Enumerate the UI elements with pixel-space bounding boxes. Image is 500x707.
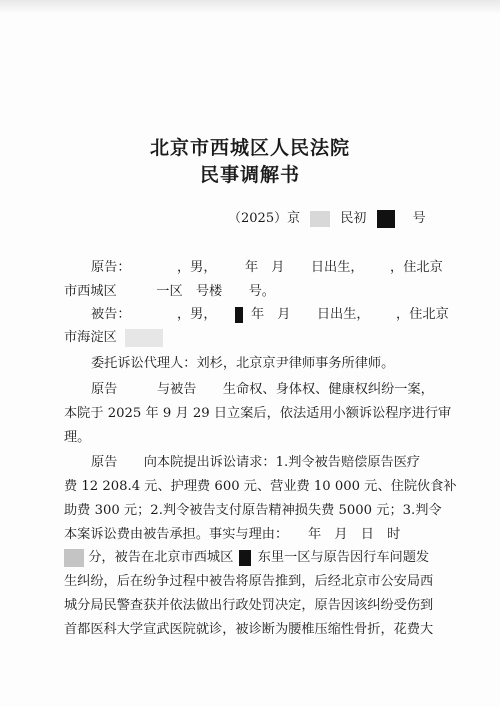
para2-line-5a: 分，被告在北京市西城区 (88, 550, 234, 565)
case-number-suffix: 号 (412, 211, 426, 226)
scan-shadow (0, 0, 500, 14)
redaction-block (235, 307, 243, 323)
para1-line-2: 本院于 2025 年 9 月 29 日立案后，依法适用小额诉讼程序进行审 (64, 406, 452, 421)
plaintiff-address-prefix: ，住北京 (390, 260, 443, 275)
redaction-block (239, 550, 251, 566)
agent-line: 委托诉讼代理人：刘杉，北京京尹律师事务所律师。 (91, 356, 395, 371)
defendant-label: 被告： (91, 307, 131, 322)
para2-line-1: 原告 向本院提出诉讼请求：1.判令被告赔偿原告医疗 (91, 455, 421, 470)
defendant-line-2 (64, 326, 163, 347)
defendant-address-line-2: 市海淀区 (64, 330, 117, 345)
redaction-block (64, 549, 84, 567)
para2-line-5b: 东里一区与原告因行车问题发 (257, 550, 430, 565)
para2-line-3: 助费 300 元；2.判令被告支付原告精神损失费 5000 元；3.判令 (64, 503, 442, 518)
redaction-block (125, 329, 163, 347)
court-name: 北京市西城区人民法院 (149, 137, 350, 159)
para2-line-6: 生纠纷，后在纷争过程中被告将原告推到，后经北京市公安局西 (64, 574, 434, 589)
plaintiff-gender: ，男， (176, 260, 217, 275)
para2-line-2: 费 12 208.4 元、护理费 600 元、营业费 10 000 元、住院伙食补 (64, 479, 457, 494)
defendant-line-1 (91, 303, 449, 323)
plaintiff-label: 原告： (91, 260, 131, 275)
defendant-address-prefix: ，住北京 (396, 307, 449, 322)
case-number (228, 207, 426, 228)
defendant-birth: 年 月 日出生， (250, 307, 370, 322)
plaintiff-line-2: 市西城区 一区 号楼 号。 (64, 284, 275, 299)
para2-line-7: 城分局民警查获并依法做出行政处罚决定，原告因该纠纷受伤到 (64, 598, 434, 613)
redaction-block (377, 210, 395, 228)
redaction-block (310, 211, 330, 227)
case-number-mid: 民初 (340, 211, 367, 226)
plaintiff-line-1 (91, 256, 443, 275)
para2-line-8: 首都医科大学宣武医院就诊，被诊断为腰椎压缩性骨折，花费大 (64, 622, 434, 637)
defendant-gender: ，男， (176, 307, 217, 322)
document-type: 民事调解书 (199, 164, 300, 186)
case-number-year: （2025）京 (228, 211, 301, 226)
para1-line-1: 原告 与被告 生命权、身体权、健康权纠纷一案， (91, 382, 434, 397)
para2-line-4: 本案诉讼费由被告承担。事实与理由： 年 月 日 时 (64, 527, 401, 542)
para1-line-3: 理。 (64, 430, 91, 445)
para2-line-5 (64, 546, 429, 567)
plaintiff-birth: 年 月 日出生， (244, 260, 364, 275)
